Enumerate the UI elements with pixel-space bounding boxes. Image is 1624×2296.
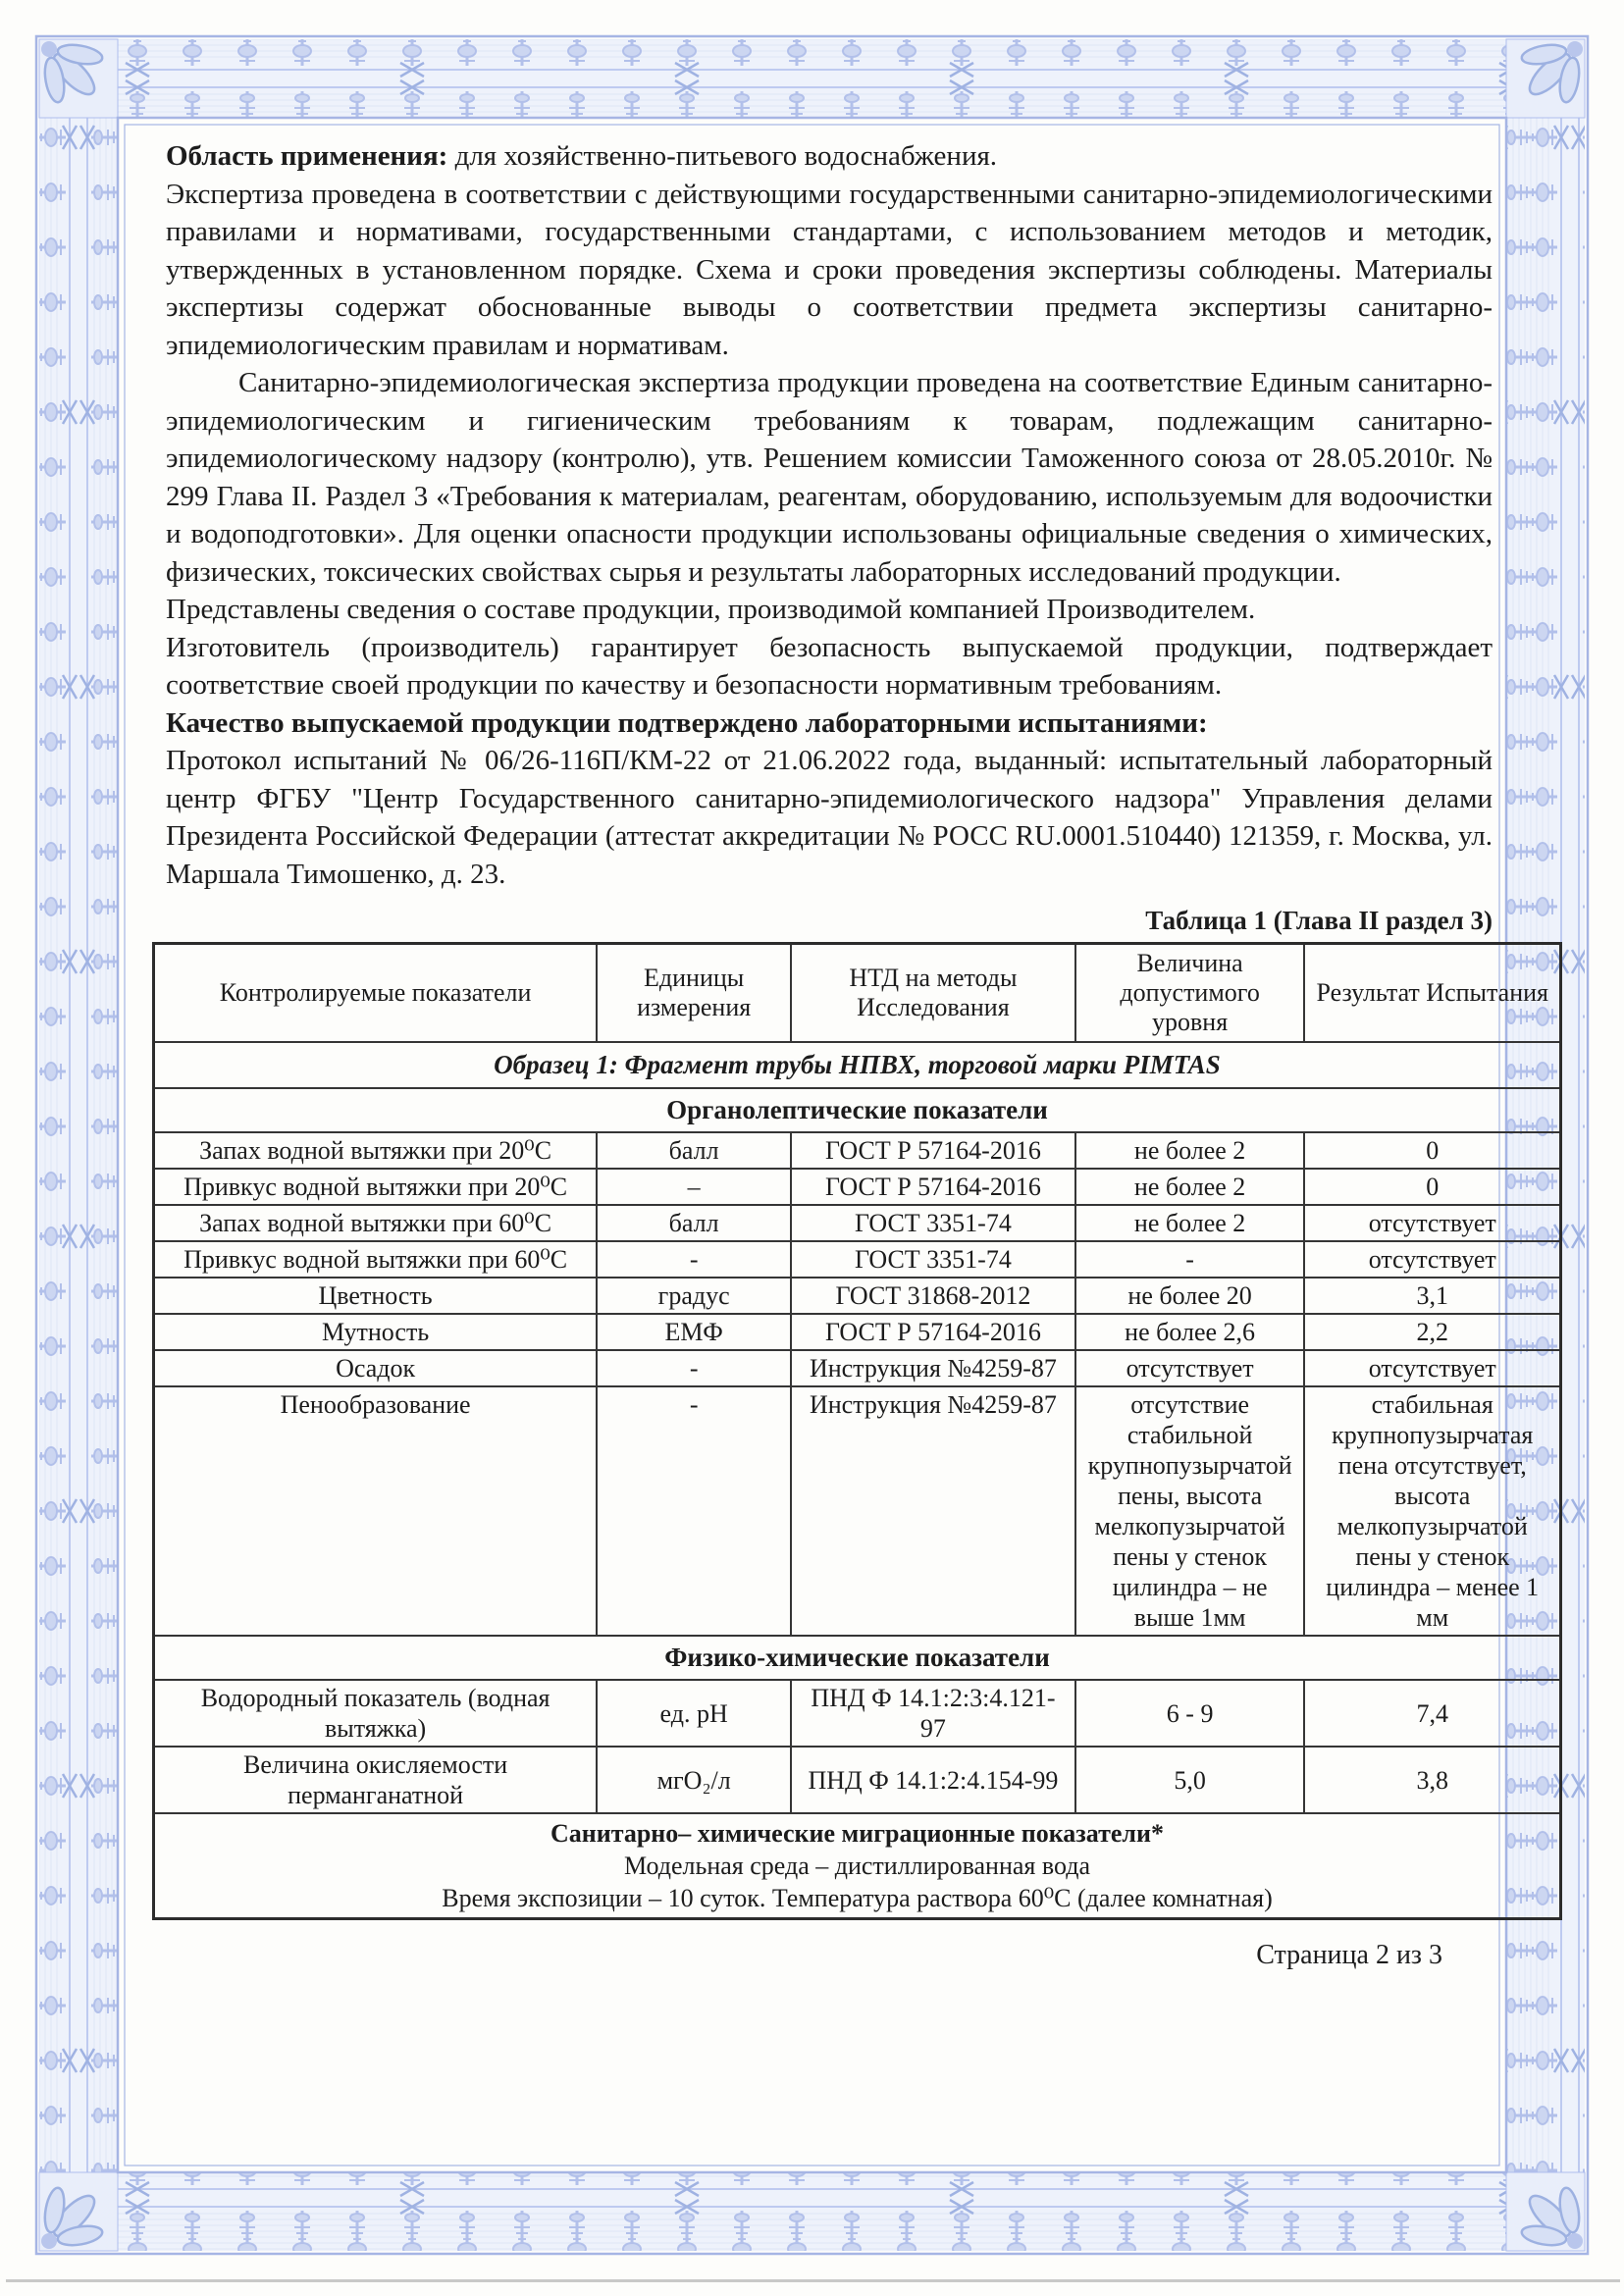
cell-limit: 5,0 xyxy=(1075,1747,1305,1813)
col-header-method: НТД на методы Исследования xyxy=(791,944,1075,1043)
cell-method: ПНД Ф 14.1:2:4.154-99 xyxy=(791,1747,1075,1813)
cell-parameter: Запах водной вытяжки при 20⁰С xyxy=(154,1132,598,1169)
cell-units: балл xyxy=(597,1132,791,1169)
cell-units: ед. pH xyxy=(597,1680,791,1747)
scope-label: Область применения: xyxy=(166,140,448,172)
col-header-limit: Величина допустимого уровня xyxy=(1075,944,1305,1043)
scan-edge-artifact xyxy=(6,2279,1620,2282)
scope-text: для хозяйственно-питьевого водоснабжения. xyxy=(447,140,998,172)
cell-result: отсутствует xyxy=(1304,1350,1560,1386)
paragraph-manufacturer: Изготовитель (производитель) гарантирует безопасность выпускаемой продукции, подтверждает соответствие своей продукции по качеству и безопасности нормативным требованиям. xyxy=(166,631,1493,701)
cell-parameter: Водородный показатель (водная вытяжка) xyxy=(154,1680,598,1747)
section-title: Физико-химические показатели xyxy=(154,1636,1561,1680)
cell-result: отсутствует xyxy=(1304,1241,1560,1278)
table-row xyxy=(154,1205,1561,1241)
migration-exposure: Время экспозиции – 10 суток. Температура раствора 60⁰С (далее комнатная) xyxy=(442,1884,1273,1912)
table-row xyxy=(154,1169,1561,1205)
section-row-organoleptic xyxy=(154,1088,1561,1132)
cell-parameter: Мутность xyxy=(154,1314,598,1350)
cell-limit: не более 2 xyxy=(1075,1169,1305,1205)
results-table xyxy=(152,942,1562,1920)
cell-limit: 6 - 9 xyxy=(1075,1680,1305,1747)
paragraph-expertise: Экспертиза проведена в соответствии с действующими государственными санитарно-эпидемиологическими правилами и нормативами, государственными стандартами, с использованием методов и методик, утвержденных в установленном порядке. Схема и сроки проведения экспертизы соблюдены. Материалы экспертизы содержат обоснованные выводы о соответствии предмета экспертизы санитарно-эпидемиологическим правилам и нормативам. xyxy=(166,178,1493,361)
cell-parameter: Осадок xyxy=(154,1350,598,1386)
page-number: Страница 2 из 3 xyxy=(1256,1940,1442,1970)
cell-result: 7,4 xyxy=(1304,1680,1560,1747)
table-row xyxy=(154,1132,1561,1169)
paragraph-scope xyxy=(166,137,1493,176)
cell-method: ГОСТ Р 57164-2016 xyxy=(791,1169,1075,1205)
cell-limit: отсутствие стабильной крупнопузырчатой пены, высота мелкопузырчатой пены у стенок цилиндра – не выше 1мм xyxy=(1075,1386,1305,1636)
cell-units: градус xyxy=(597,1278,791,1314)
paragraph-sanitary: Санитарно-эпидемиологическая экспертиза продукции проведена на соответствие Единым санитарно-эпидемиологическим и гигиеническим требованиям к товарам, подлежащим санитарно-эпидемиологическому надзору (контролю), утв. Решением комиссии Таможенного союза от 28.05.2010г. № 299 Глава II. Раздел 3 «Требования к материалам, реагентам, оборудованию, используемым для водоочистки и водоподготовки». Для оценки опасности продукции использованы официальные сведения о химических, физических, токсических свойствах сырья и результаты лабораторных исследований продукции. xyxy=(166,367,1493,588)
quality-heading: Качество выпускаемой продукции подтверждено лабораторными испытаниями: xyxy=(166,706,1208,739)
cell-method: ГОСТ 3351-74 xyxy=(791,1241,1075,1278)
cell-units: ЕМФ xyxy=(597,1314,791,1350)
cell-result: 0 xyxy=(1304,1169,1560,1205)
col-header-parameter: Контролируемые показатели xyxy=(154,944,598,1043)
section-title: Органолептические показатели xyxy=(154,1088,1561,1132)
cell-limit: не более 2,6 xyxy=(1075,1314,1305,1350)
table-caption: Таблица 1 (Глава II раздел 3) xyxy=(1145,906,1493,935)
col-header-result: Результат Испытания xyxy=(1304,944,1560,1043)
cell-units: мгО₂/л xyxy=(597,1747,791,1813)
table-row xyxy=(154,1680,1561,1747)
table-row xyxy=(154,1747,1561,1813)
table-row xyxy=(154,1241,1561,1278)
cell-result: 3,8 xyxy=(1304,1747,1560,1813)
cell-method: Инструкция №4259-87 xyxy=(791,1386,1075,1636)
sample-title: Образец 1: Фрагмент трубы НПВХ, торговой марки PIMTAS xyxy=(154,1042,1561,1088)
cell-method: ГОСТ 31868-2012 xyxy=(791,1278,1075,1314)
table-row-foaming xyxy=(154,1386,1561,1636)
cell-limit: отсутствует xyxy=(1075,1350,1305,1386)
cell-units: балл xyxy=(597,1205,791,1241)
cell-method: ПНД Ф 14.1:2:3:4.121-97 xyxy=(791,1680,1075,1747)
cell-parameter: Запах водной вытяжки при 60⁰С xyxy=(154,1205,598,1241)
section-row-physchem xyxy=(154,1636,1561,1680)
cell-limit: - xyxy=(1075,1241,1305,1278)
migration-title: Санитарно– химические миграционные показатели* xyxy=(550,1819,1164,1848)
cell-method: ГОСТ Р 57164-2016 xyxy=(791,1132,1075,1169)
table-row xyxy=(154,1278,1561,1314)
cell-units: - xyxy=(597,1386,791,1636)
cell-limit: не более 20 xyxy=(1075,1278,1305,1314)
col-header-units: Единицы измерения xyxy=(597,944,791,1043)
cell-units: – xyxy=(597,1169,791,1205)
cell-method: ГОСТ Р 57164-2016 xyxy=(791,1314,1075,1350)
paragraph-composition: Представлены сведения о составе продукции, производимой компанией Производителем. xyxy=(166,594,1256,625)
cell-units: - xyxy=(597,1350,791,1386)
sample-title-row xyxy=(154,1042,1561,1088)
cell-method: ГОСТ 3351-74 xyxy=(791,1205,1075,1241)
cell-parameter: Привкус водной вытяжки при 20⁰С xyxy=(154,1169,598,1205)
cell-limit: не более 2 xyxy=(1075,1132,1305,1169)
cell-parameter: Величина окисляемости перманганатной xyxy=(154,1747,598,1813)
table-row xyxy=(154,1314,1561,1350)
cell-parameter: Привкус водной вытяжки при 60⁰С xyxy=(154,1241,598,1278)
cell-result: стабильная крупнопузырчатая пена отсутствует, высота мелкопузырчатой пены у стенок цилиндра – менее 1 мм xyxy=(1304,1386,1560,1636)
cell-result: отсутствует xyxy=(1304,1205,1560,1241)
paragraph-protocol: Протокол испытаний № 06/26-116П/КМ-22 от 21.06.2022 года, выданный: испытательный лабораторный центр ФГБУ "Центр Государственного санитарно-эпидемиологического надзора" Управления делами Президента Российской Федерации (аттестат аккредитации № РОСС RU.0001.510440) 121359, г. Москва, ул. Маршала Тимошенко, д. 23. xyxy=(166,745,1493,890)
cell-method: Инструкция №4259-87 xyxy=(791,1350,1075,1386)
cell-result: 0 xyxy=(1304,1132,1560,1169)
header-row xyxy=(154,944,1561,1043)
cell-parameter: Цветность xyxy=(154,1278,598,1314)
migration-block-row xyxy=(154,1813,1561,1919)
cell-result: 2,2 xyxy=(1304,1314,1560,1350)
cell-result: 3,1 xyxy=(1304,1278,1560,1314)
migration-medium: Модельная среда – дистиллированная вода xyxy=(624,1852,1090,1880)
cell-parameter: Пенообразование xyxy=(154,1386,598,1636)
cell-units: - xyxy=(597,1241,791,1278)
table-row xyxy=(154,1350,1561,1386)
document-content xyxy=(152,137,1565,1971)
cell-limit: не более 2 xyxy=(1075,1205,1305,1241)
